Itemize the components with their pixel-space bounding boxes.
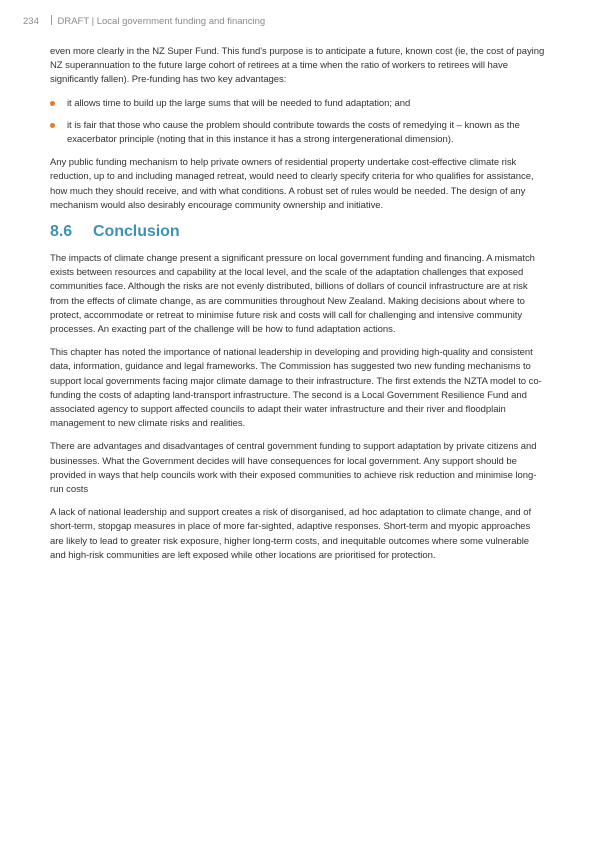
conclusion-paragraph: There are advantages and disadvantages of central government funding to support adaptation by private citizens and businesses. What the Government decides will have consequences for local government. Any support should be provided in ways that help councils work with their exposed communities to achieve risk reduction and minimise long-run costs <box>50 441 537 496</box>
section-title: Conclusion <box>93 223 180 241</box>
list-item <box>50 97 545 111</box>
conclusion-paragraph: This chapter has noted the importance of national leadership in developing and providing high-quality and consistent data, information, guidance and legal frameworks. The Commission has suggested two new funding mechanisms to support local governments facing major climate damage to their infrastructure. The first extends the NZTA model to co-funding the costs of adapting land-transport infrastructure. The second is a Local Government Resilience Fund and associated agency to support affected councils to adapt their water infrastructure and their river and floodplain management to new climate risks and realities. <box>50 347 542 430</box>
page-body <box>50 45 545 572</box>
section-heading <box>50 222 545 242</box>
bullet-dot-icon <box>50 123 55 128</box>
list-item-text: it is fair that those who cause the problem should contribute towards the costs of remedying it – known as the exacerbator principle (noting that in this instance it has a strong intergenerational dimension). <box>67 119 520 146</box>
list-item <box>50 119 545 147</box>
page-number: 234 <box>23 16 39 27</box>
conclusion-paragraph: A lack of national leadership and support creates a risk of disorganised, ad hoc adaptation to climate change, and of short-term, stopgap measures in place of more far-sighted, adaptive responses. Short-term and myopic approaches are likely to lead to greater risk exposure, higher long-term costs, and inequitable outcomes where some vulnerable and high-risk communities are left exposed while other locations are prioritised for protection. <box>50 507 532 561</box>
conclusion-paragraph: The impacts of climate change present a significant pressure on local government funding and financing. A mismatch exists between resources and capability at the local level, and the scale of the adaptation challenges that exposed communities face. Although the risks are not evenly distributed, billions of dollars of council infrastructure are at risk from the effects of climate change, as are communities throughout New Zealand. Making decisions about where to protect, accommodate or retreat to minimise future risk and costs will call for challenging and intensive community processes. An exacting part of the challenge will be how to fund adaptation actions. <box>50 253 535 336</box>
closing-paragraph: Any public funding mechanism to help private owners of residential property undertake cost-effective climate risk reduction, up to and including managed retreat, would need to clearly specify criteria for who qualifies for assistance, how much they should receive, and with what conditions. A robust set of rules would be needed. The design of any mechanism would also desirably encourage community ownership and initiative. <box>50 157 534 211</box>
section-number: 8.6 <box>50 223 73 241</box>
bullet-dot-icon <box>50 101 55 106</box>
header-divider <box>51 15 52 25</box>
running-header <box>23 15 265 27</box>
intro-paragraph: even more clearly in the NZ Super Fund. This fund’s purpose is to anticipate a future, known cost (ie, the cost of paying NZ superannuation to the future large cohort of retirees at a time when the ratio of workers to retirees will have significantly fallen). Pre-funding has two key advantages: <box>50 46 545 86</box>
list-item-text: it allows time to build up the large sums that will be needed to fund adaptation; and <box>67 97 411 109</box>
advantages-list <box>50 97 545 148</box>
running-title: DRAFT | Local government funding and financing <box>57 16 266 27</box>
